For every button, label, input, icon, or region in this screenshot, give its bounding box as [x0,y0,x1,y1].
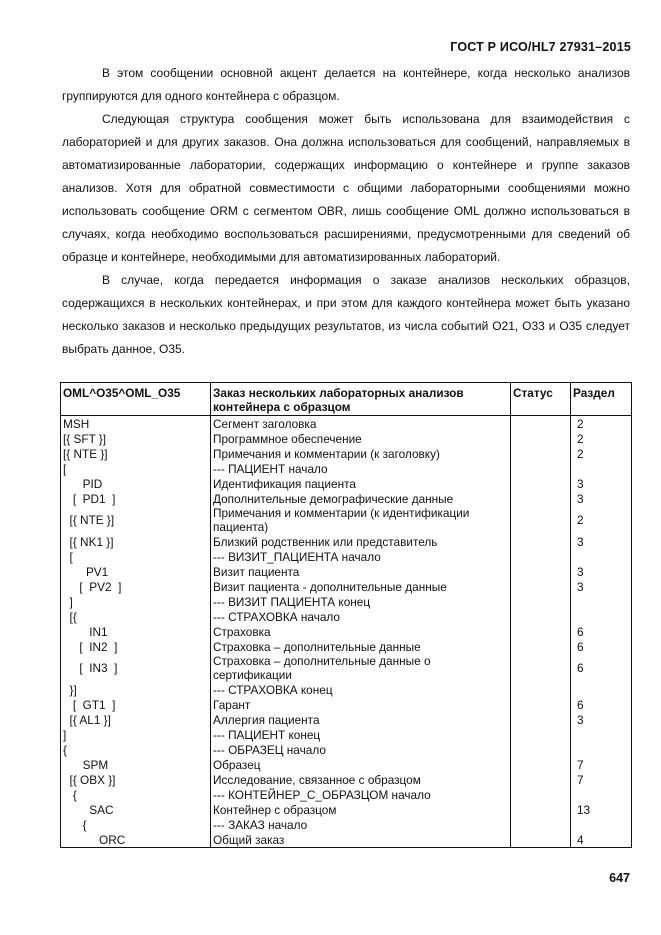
segment-cell: { [61,787,211,802]
description-cell: --- ЗАКАЗ начало [211,817,511,832]
chapter-cell: 3 [571,579,632,594]
chapter-cell [571,461,632,476]
table-row [61,534,632,549]
table-row [61,549,632,564]
description-cell: Общий заказ [211,832,511,848]
description-cell: Исследование, связанное с образцом [211,772,511,787]
message-structure-table [60,382,632,848]
status-cell [511,772,571,787]
description-cell: --- ПАЦИЕНТ начало [211,461,511,476]
chapter-cell: 7 [571,757,632,772]
header-chapter: Раздел [571,383,632,416]
table-row [61,802,632,817]
status-cell [511,817,571,832]
status-cell [511,697,571,712]
paragraph: Следующая структура сообщения может быть использована для взаимодействия с лабораторией и для других заказов. Она должна использоваться для сообщений, направляемых в автоматизированные лаборатории, содержащих информацию о контейнере и группе заказов анализов. Хотя для обратной совместимости с общими лабораторными сообщениями можно использовать сообщение ORM с сегментом OBR, лишь сообщение OML должно использоваться в случаях, когда необходимо воспользоваться расширениями, предусмотренными для сведений об образце и контейнере, необходимыми для автоматизированных лабораторий. [62,112,630,264]
chapter-cell: 2 [571,431,632,446]
status-cell [511,609,571,624]
table-row [61,461,632,476]
description-cell: Визит пациента - дополнительные данные [211,579,511,594]
table-header-row [61,383,632,416]
chapter-cell [571,594,632,609]
segment-cell: ] [61,594,211,609]
table-row [61,772,632,787]
segment-cell: }] [61,682,211,697]
status-cell [511,682,571,697]
description-cell: Контейнер с образцом [211,802,511,817]
description-cell: Визит пациента [211,564,511,579]
status-cell [511,727,571,742]
table-row [61,624,632,639]
status-cell [511,446,571,461]
chapter-cell [571,549,632,564]
segment-cell: ORC [61,832,211,848]
page-number: 647 [609,871,630,885]
segment-cell: SAC [61,802,211,817]
chapter-cell: 3 [571,712,632,727]
status-cell [511,491,571,506]
segment-cell: [{ [61,609,211,624]
chapter-cell: 3 [571,476,632,491]
table-row [61,757,632,772]
description-cell: Сегмент заголовка [211,416,511,432]
status-cell [511,579,571,594]
description-cell: --- ОБРАЗЕЦ начало [211,742,511,757]
description-cell: Примечания и комментарии (к идентификации пациента) [211,506,511,534]
chapter-cell: 3 [571,534,632,549]
segment-cell: [{ NK1 }] [61,534,211,549]
chapter-cell: 6 [571,654,632,682]
segment-cell: PID [61,476,211,491]
status-cell [511,506,571,534]
table-row [61,579,632,594]
segment-cell: [ [61,461,211,476]
paragraph: В этом сообщении основной акцент делается на контейнере, когда несколько анализов группируются для одного контейнера с образцом. [62,66,630,103]
status-cell [511,757,571,772]
table-row [61,416,632,432]
description-cell: --- КОНТЕЙНЕР_С_ОБРАЗЦОМ начало [211,787,511,802]
chapter-cell: 4 [571,832,632,848]
segment-cell: [ GT1 ] [61,697,211,712]
segment-cell: { [61,817,211,832]
chapter-cell [571,787,632,802]
status-cell [511,742,571,757]
description-cell: Образец [211,757,511,772]
chapter-cell: 3 [571,491,632,506]
chapter-cell: 6 [571,639,632,654]
status-cell [511,564,571,579]
chapter-cell: 13 [571,802,632,817]
chapter-cell: 3 [571,564,632,579]
segment-cell: [{ SFT }] [61,431,211,446]
table-row [61,817,632,832]
chapter-cell: 6 [571,697,632,712]
segment-cell: [{ NTE }] [61,506,211,534]
chapter-cell [571,682,632,697]
status-cell [511,476,571,491]
table-row [61,564,632,579]
body-text [62,62,630,361]
segment-cell: { [61,742,211,757]
description-cell: --- СТРАХОВКА конец [211,682,511,697]
table-row [61,654,632,682]
status-cell [511,832,571,848]
table-row [61,787,632,802]
segment-cell: [{ NTE }] [61,446,211,461]
status-cell [511,534,571,549]
segment-cell: [ IN3 ] [61,654,211,682]
status-cell [511,549,571,564]
header-description: Заказ нескольких лабораторных анализов контейнера с образцом [211,383,511,416]
status-cell [511,654,571,682]
table-row [61,431,632,446]
table-row [61,476,632,491]
description-cell: Идентификация пациента [211,476,511,491]
description-cell: --- СТРАХОВКА начало [211,609,511,624]
table-row [61,682,632,697]
status-cell [511,416,571,432]
segment-cell: SPM [61,757,211,772]
chapter-cell [571,609,632,624]
status-cell [511,802,571,817]
chapter-cell: 2 [571,506,632,534]
segment-cell: [ PV2 ] [61,579,211,594]
table-row [61,491,632,506]
description-cell: Страховка – дополнительные данные [211,639,511,654]
chapter-cell: 7 [571,772,632,787]
status-cell [511,639,571,654]
chapter-cell [571,742,632,757]
table-row [61,727,632,742]
description-cell: Дополнительные демографические данные [211,491,511,506]
segment-cell: [ [61,549,211,564]
chapter-cell [571,727,632,742]
description-cell: Программное обеспечение [211,431,511,446]
table-row [61,832,632,848]
description-cell: Аллергия пациента [211,712,511,727]
table-row [61,594,632,609]
table-body [61,416,632,848]
table-row [61,639,632,654]
segment-cell: MSH [61,416,211,432]
chapter-cell: 2 [571,446,632,461]
status-cell [511,787,571,802]
segment-cell: PV1 [61,564,211,579]
table-row [61,506,632,534]
table-row [61,697,632,712]
description-cell: --- ПАЦИЕНТ конец [211,727,511,742]
table-row [61,609,632,624]
paragraph: В случае, когда передается информация о заказе анализов нескольких образцов, содержащихся в нескольких контейнерах, и при этом для каждого контейнера может быть указано несколько заказов и несколько предыдущих результатов, из числа событий O21, O33 и O35 следует выбрать данное, O35. [62,273,630,356]
segment-cell: [{ OBX }] [61,772,211,787]
description-cell: Гарант [211,697,511,712]
chapter-cell [571,817,632,832]
description-cell: Страховка – дополнительные данные о сертификации [211,654,511,682]
header-status: Статус [511,383,571,416]
description-cell: --- ВИЗИТ_ПАЦИЕНТА начало [211,549,511,564]
segment-cell: [ IN2 ] [61,639,211,654]
status-cell [511,431,571,446]
status-cell [511,461,571,476]
chapter-cell: 2 [571,416,632,432]
table-row [61,712,632,727]
chapter-cell: 6 [571,624,632,639]
description-cell: Примечания и комментарии (к заголовку) [211,446,511,461]
table-row [61,446,632,461]
segment-cell: IN1 [61,624,211,639]
description-cell: Страховка [211,624,511,639]
description-cell: --- ВИЗИТ ПАЦИЕНТА конец [211,594,511,609]
description-cell: Близкий родственник или представитель [211,534,511,549]
status-cell [511,594,571,609]
header-segment: OML^O35^OML_O35 [61,383,211,416]
status-cell [511,712,571,727]
segment-cell: [ PD1 ] [61,491,211,506]
status-cell [511,624,571,639]
segment-cell: [{ AL1 }] [61,712,211,727]
document-header: ГОСТ Р ИСО/HL7 27931–2015 [450,40,631,54]
segment-cell: ] [61,727,211,742]
table-row [61,742,632,757]
